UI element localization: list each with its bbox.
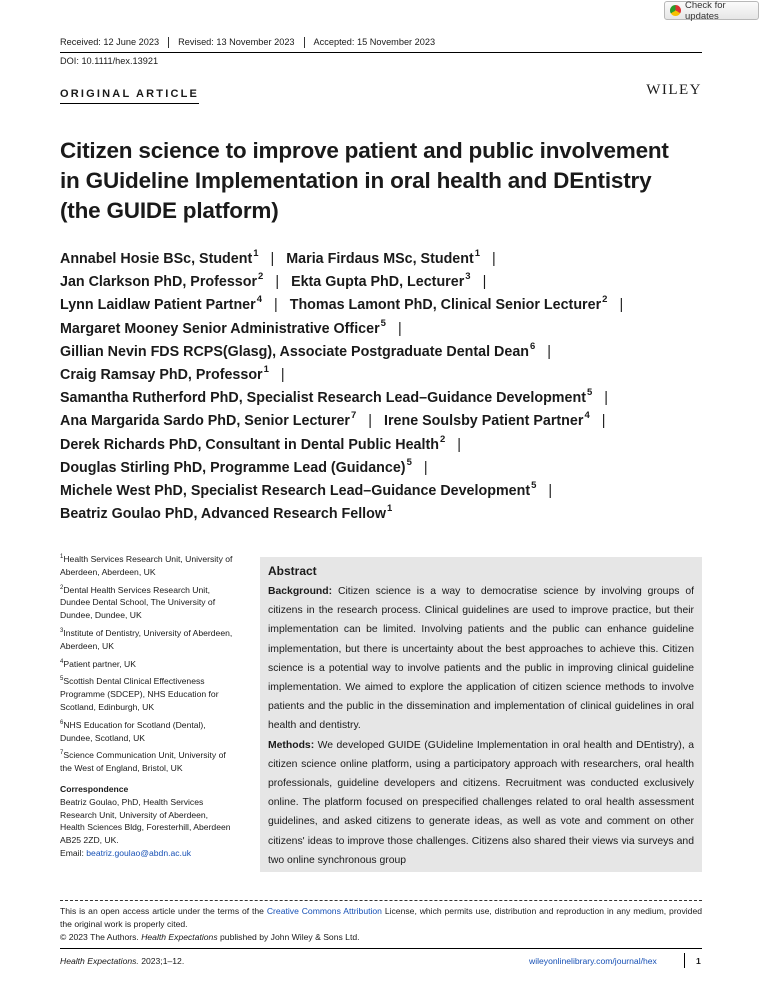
- author-name: Samantha Rutherford PhD, Specialist Research Lead–Guidance Development: [60, 390, 586, 407]
- author-list: [60, 248, 720, 526]
- affiliation-text: Institute of Dentistry, University of Aberdeen, Aberdeen, UK: [60, 627, 233, 651]
- author-name: Thomas Lamont PhD, Clinical Senior Lecturer: [289, 297, 602, 314]
- doi: DOI: 10.1111/hex.13921: [60, 56, 159, 66]
- author-line: [60, 457, 720, 480]
- author: [60, 456, 412, 476]
- author-name: Ekta Gupta PhD, Lecturer: [291, 274, 465, 291]
- author: [60, 363, 269, 383]
- author-affiliation-number: 2: [602, 294, 608, 306]
- author-separator: |: [280, 366, 285, 383]
- correspondence-line: Beatriz Goulao, PhD, Health Services: [60, 796, 204, 807]
- methods-label: Methods:: [268, 739, 315, 751]
- abstract-box: [260, 557, 702, 872]
- cc-license-link[interactable]: Creative Commons Attribution: [266, 906, 382, 916]
- affiliation-number: 7: [60, 750, 64, 757]
- author-separator: |: [368, 413, 372, 430]
- affiliation: [60, 584, 240, 622]
- author-name: Annabel Hosie BSc, Student: [60, 251, 253, 267]
- publication-dates: [60, 37, 444, 48]
- author-affiliation-number: 3: [465, 271, 471, 283]
- affiliation-number: 4: [60, 658, 64, 665]
- affiliation: [60, 553, 240, 579]
- author-affiliation-number: 1: [474, 248, 481, 259]
- correspondence-line: Health Sciences Bldg, Foresterhill, Aberdeen: [60, 822, 231, 833]
- affiliation: [60, 719, 240, 745]
- affiliation-text: Scottish Dental Clinical Effectiveness Programme (SDCEP), NHS Education for Scotland, Edinburgh, UK: [60, 676, 219, 712]
- author-name: Gillian Nevin FDS RCPS(Glasg), Associate Postgraduate Dental Dean: [60, 343, 529, 360]
- author: [60, 248, 259, 267]
- article-type: ORIGINAL ARTICLE: [60, 88, 199, 104]
- author-name: Michele West PhD, Specialist Research Lead–Guidance Development: [60, 482, 531, 499]
- author-separator: |: [397, 320, 402, 337]
- check-for-updates-button[interactable]: [664, 1, 759, 20]
- author-affiliation-number: 2: [439, 433, 446, 445]
- correspondence-email-line: [60, 847, 240, 860]
- email-label: Email:: [60, 847, 87, 858]
- author: [60, 387, 593, 407]
- background-label: Background:: [268, 586, 333, 597]
- author-name: Jan Clarkson PhD, Professor: [60, 274, 258, 291]
- author-name: Derek Richards PhD, Consultant in Dental Public Health: [60, 436, 439, 453]
- license-text: [60, 905, 702, 931]
- author-affiliation-number: 5: [531, 479, 537, 491]
- author-name: Irene Soulsby Patient Partner: [384, 413, 584, 430]
- author-separator: |: [275, 274, 280, 291]
- copyright-post: published by John Wiley & Sons Ltd.: [217, 932, 360, 942]
- author-affiliation-number: 1: [253, 248, 259, 259]
- author: [60, 410, 357, 430]
- affiliation-text: NHS Education for Scotland (Dental), Dundee, Scotland, UK: [60, 719, 206, 743]
- license-post: License, which permits use, distribution and reproduction in any medium, provided the original work is properly cited.: [60, 906, 703, 929]
- author-line: [60, 364, 720, 387]
- author-line: [60, 248, 720, 271]
- publisher-logo: WILEY: [646, 82, 702, 98]
- author-line: [60, 434, 720, 457]
- author-affiliation-number: 2: [258, 271, 264, 283]
- copyright-line: [60, 931, 702, 944]
- author-affiliation-number: 4: [256, 294, 262, 306]
- crossmark-icon: [670, 5, 681, 16]
- author-affiliation-number: 5: [406, 456, 412, 468]
- affiliation-text: Patient partner, UK: [63, 658, 136, 669]
- article-title: [60, 136, 710, 226]
- author-affiliation-number: 1: [387, 503, 393, 515]
- abstract-methods: [268, 736, 694, 870]
- correspondence-heading: Correspondence: [60, 783, 129, 794]
- title-line: in GUideline Implementation in oral health and DEntistry: [60, 168, 652, 193]
- author-name: Ana Margarida Sardo PhD, Senior Lecturer: [60, 413, 350, 430]
- copyright-pre: © 2023 The Authors.: [60, 932, 142, 942]
- background-text: Citizen science is a way to democratise science by involving groups of citizens in the research process. Clinical guidelines are used to improve practice, but their implementation can be limited. Involving patients and the public can enhance guideline implementation, but there is uncertainty about the best approaches to achieve this. Citizen science is a potential way to involve patients and the public in improving clinical guideline implementation. We aimed to explore the application of citizen science methods to involve patients and the public in the dissemination and implementation of clinical guidelines in oral health and dentistry.: [268, 586, 694, 732]
- affiliation: [60, 675, 240, 713]
- correspondence-line: AB25 2ZD, UK.: [60, 835, 119, 846]
- author: [291, 271, 471, 291]
- author: [60, 271, 264, 291]
- author-separator: |: [270, 251, 275, 267]
- author-line: [60, 480, 720, 503]
- affiliations: [60, 553, 240, 860]
- affiliation-number: 2: [60, 584, 64, 591]
- author-affiliation-number: 4: [584, 410, 590, 422]
- author-line: [60, 341, 720, 364]
- abstract-heading: Abstract: [268, 564, 317, 578]
- license-pre: This is an open access article under the terms of the: [60, 906, 267, 916]
- author-separator: |: [457, 436, 461, 453]
- header-rule: [60, 52, 702, 53]
- author-name: Beatriz Goulao PhD, Advanced Research Fellow: [60, 506, 387, 523]
- abstract-background: [268, 582, 694, 736]
- affiliation-number: 5: [60, 676, 64, 683]
- author-separator: |: [492, 251, 496, 267]
- author: [60, 503, 393, 523]
- author-name: Margaret Mooney Senior Administrative Officer: [60, 320, 380, 337]
- author-name: Maria Firdaus MSc, Student: [286, 251, 474, 267]
- footer-journal: Health Expectations.: [60, 956, 139, 966]
- received-date: Received: 12 June 2023: [60, 37, 160, 47]
- author-line: [60, 503, 720, 526]
- author: [384, 410, 590, 430]
- affiliation-number: 6: [60, 719, 64, 726]
- footer-citation-rest: 2023;1–12.: [138, 956, 185, 966]
- affiliation: [60, 749, 240, 775]
- affiliation-text: Dental Health Services Research Unit, Dundee Dental School, The University of Dundee, Dundee, UK: [60, 584, 216, 621]
- affiliation-text: Science Communication Unit, University of the West of England, Bristol, UK: [60, 750, 226, 774]
- author: [60, 479, 537, 499]
- footer-rule: [60, 948, 702, 949]
- author-name: Douglas Stirling PhD, Programme Lead (Guidance): [60, 459, 406, 476]
- affiliation-number: 3: [60, 627, 64, 634]
- author: [60, 340, 536, 360]
- author: [289, 294, 608, 314]
- author: [60, 294, 262, 314]
- author: [286, 248, 481, 267]
- author-affiliation-number: 1: [263, 363, 269, 375]
- correspondence-line: Research Unit, University of Aberdeen,: [60, 809, 209, 820]
- affiliation-number: 1: [60, 554, 64, 560]
- page-number: 1: [696, 956, 701, 966]
- affiliation: [60, 627, 240, 653]
- title-line: (the GUIDE platform): [60, 198, 279, 223]
- accepted-date: Accepted: 15 November 2023: [304, 37, 445, 48]
- author-line: [60, 294, 720, 317]
- author-name: Craig Ramsay PhD, Professor: [60, 366, 263, 383]
- author-line: [60, 318, 720, 341]
- license-notice: [60, 905, 702, 944]
- author-name: Lynn Laidlaw Patient Partner: [60, 297, 256, 314]
- check-for-updates-label: Check for updates: [685, 0, 726, 22]
- copyright-journal: Health Expectations: [141, 932, 218, 942]
- author-affiliation-number: 5: [586, 387, 593, 399]
- author-separator: |: [548, 482, 553, 499]
- author-separator: |: [482, 274, 487, 291]
- email-link[interactable]: beatriz.goulao@abdn.ac.uk: [86, 847, 192, 858]
- author-affiliation-number: 7: [350, 410, 357, 422]
- revised-date: Revised: 13 November 2023: [168, 37, 303, 48]
- author: [60, 433, 446, 453]
- author-separator: |: [274, 297, 278, 314]
- affiliation-text: Health Services Research Unit, University of Aberdeen, Aberdeen, UK: [60, 554, 233, 577]
- author-affiliation-number: 6: [530, 340, 536, 352]
- journal-url-link[interactable]: wileyonlinelibrary.com/journal/hex: [529, 956, 657, 966]
- methods-text: We developed GUIDE (GUideline Implementation in oral health and DEntistry), a citizen science online platform, using a participatory approach with researchers, oral health professionals, guideline developers and citizens. Recruitment was conducted exclusively online. The platform focused on prespecified challenges related to oral health assessment guidelines, and asked citizens to generate ideas, as well as vote and comment on other citizens' ideas to improve those challenges. Citizens also shared their views via surveys and two online synchronous group: [268, 739, 694, 866]
- author-line: [60, 271, 720, 294]
- author: [60, 317, 386, 337]
- affiliation: [60, 658, 240, 671]
- author-separator: |: [547, 343, 552, 360]
- footer-separator: [684, 953, 685, 968]
- license-divider: [60, 900, 702, 901]
- author-affiliation-number: 5: [380, 317, 386, 329]
- author-separator: |: [619, 297, 624, 314]
- author-separator: |: [601, 413, 606, 430]
- author-separator: |: [423, 459, 428, 476]
- author-separator: |: [604, 390, 608, 407]
- author-line: [60, 387, 720, 410]
- footer-citation: [60, 956, 184, 966]
- author-line: [60, 410, 720, 433]
- title-line: Citizen science to improve patient and public involvement: [60, 138, 669, 163]
